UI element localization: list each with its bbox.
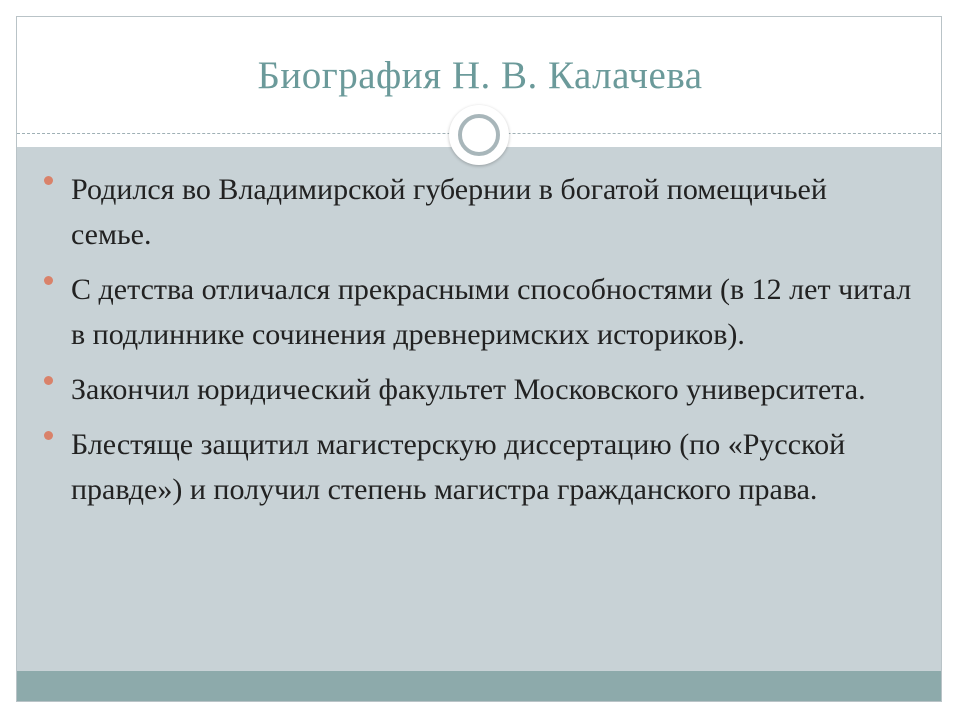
bullet-text: С детства отличался прекрасными способностями (в 12 лет читал в подлиннике сочинения древнеримских историков). [71,273,912,351]
bullet-dot-icon [44,176,53,185]
slide-title: Биография Н. В. Калачева [257,54,703,97]
bullet-text: Закончил юридический факультет Московского университета. [71,373,866,406]
ring-ornament-icon [449,105,509,165]
bullet-text: Блестяще защитил магистерскую диссертацию (по «Русской правде») и получил степень магистра гражданского права. [71,428,846,506]
bullet-text: Родился во Владимирской губернии в богатой помещичьей семье. [71,173,827,251]
bullet-dot-icon [44,376,53,385]
bullet-item [44,267,914,357]
bullet-dot-icon [44,276,53,285]
ring-inner [458,114,500,156]
bullet-item [44,367,914,412]
bullet-item [44,422,914,512]
bullet-list [44,167,914,522]
footer-bar [17,671,941,701]
bullet-dot-icon [44,431,53,440]
bullet-item [44,167,914,257]
